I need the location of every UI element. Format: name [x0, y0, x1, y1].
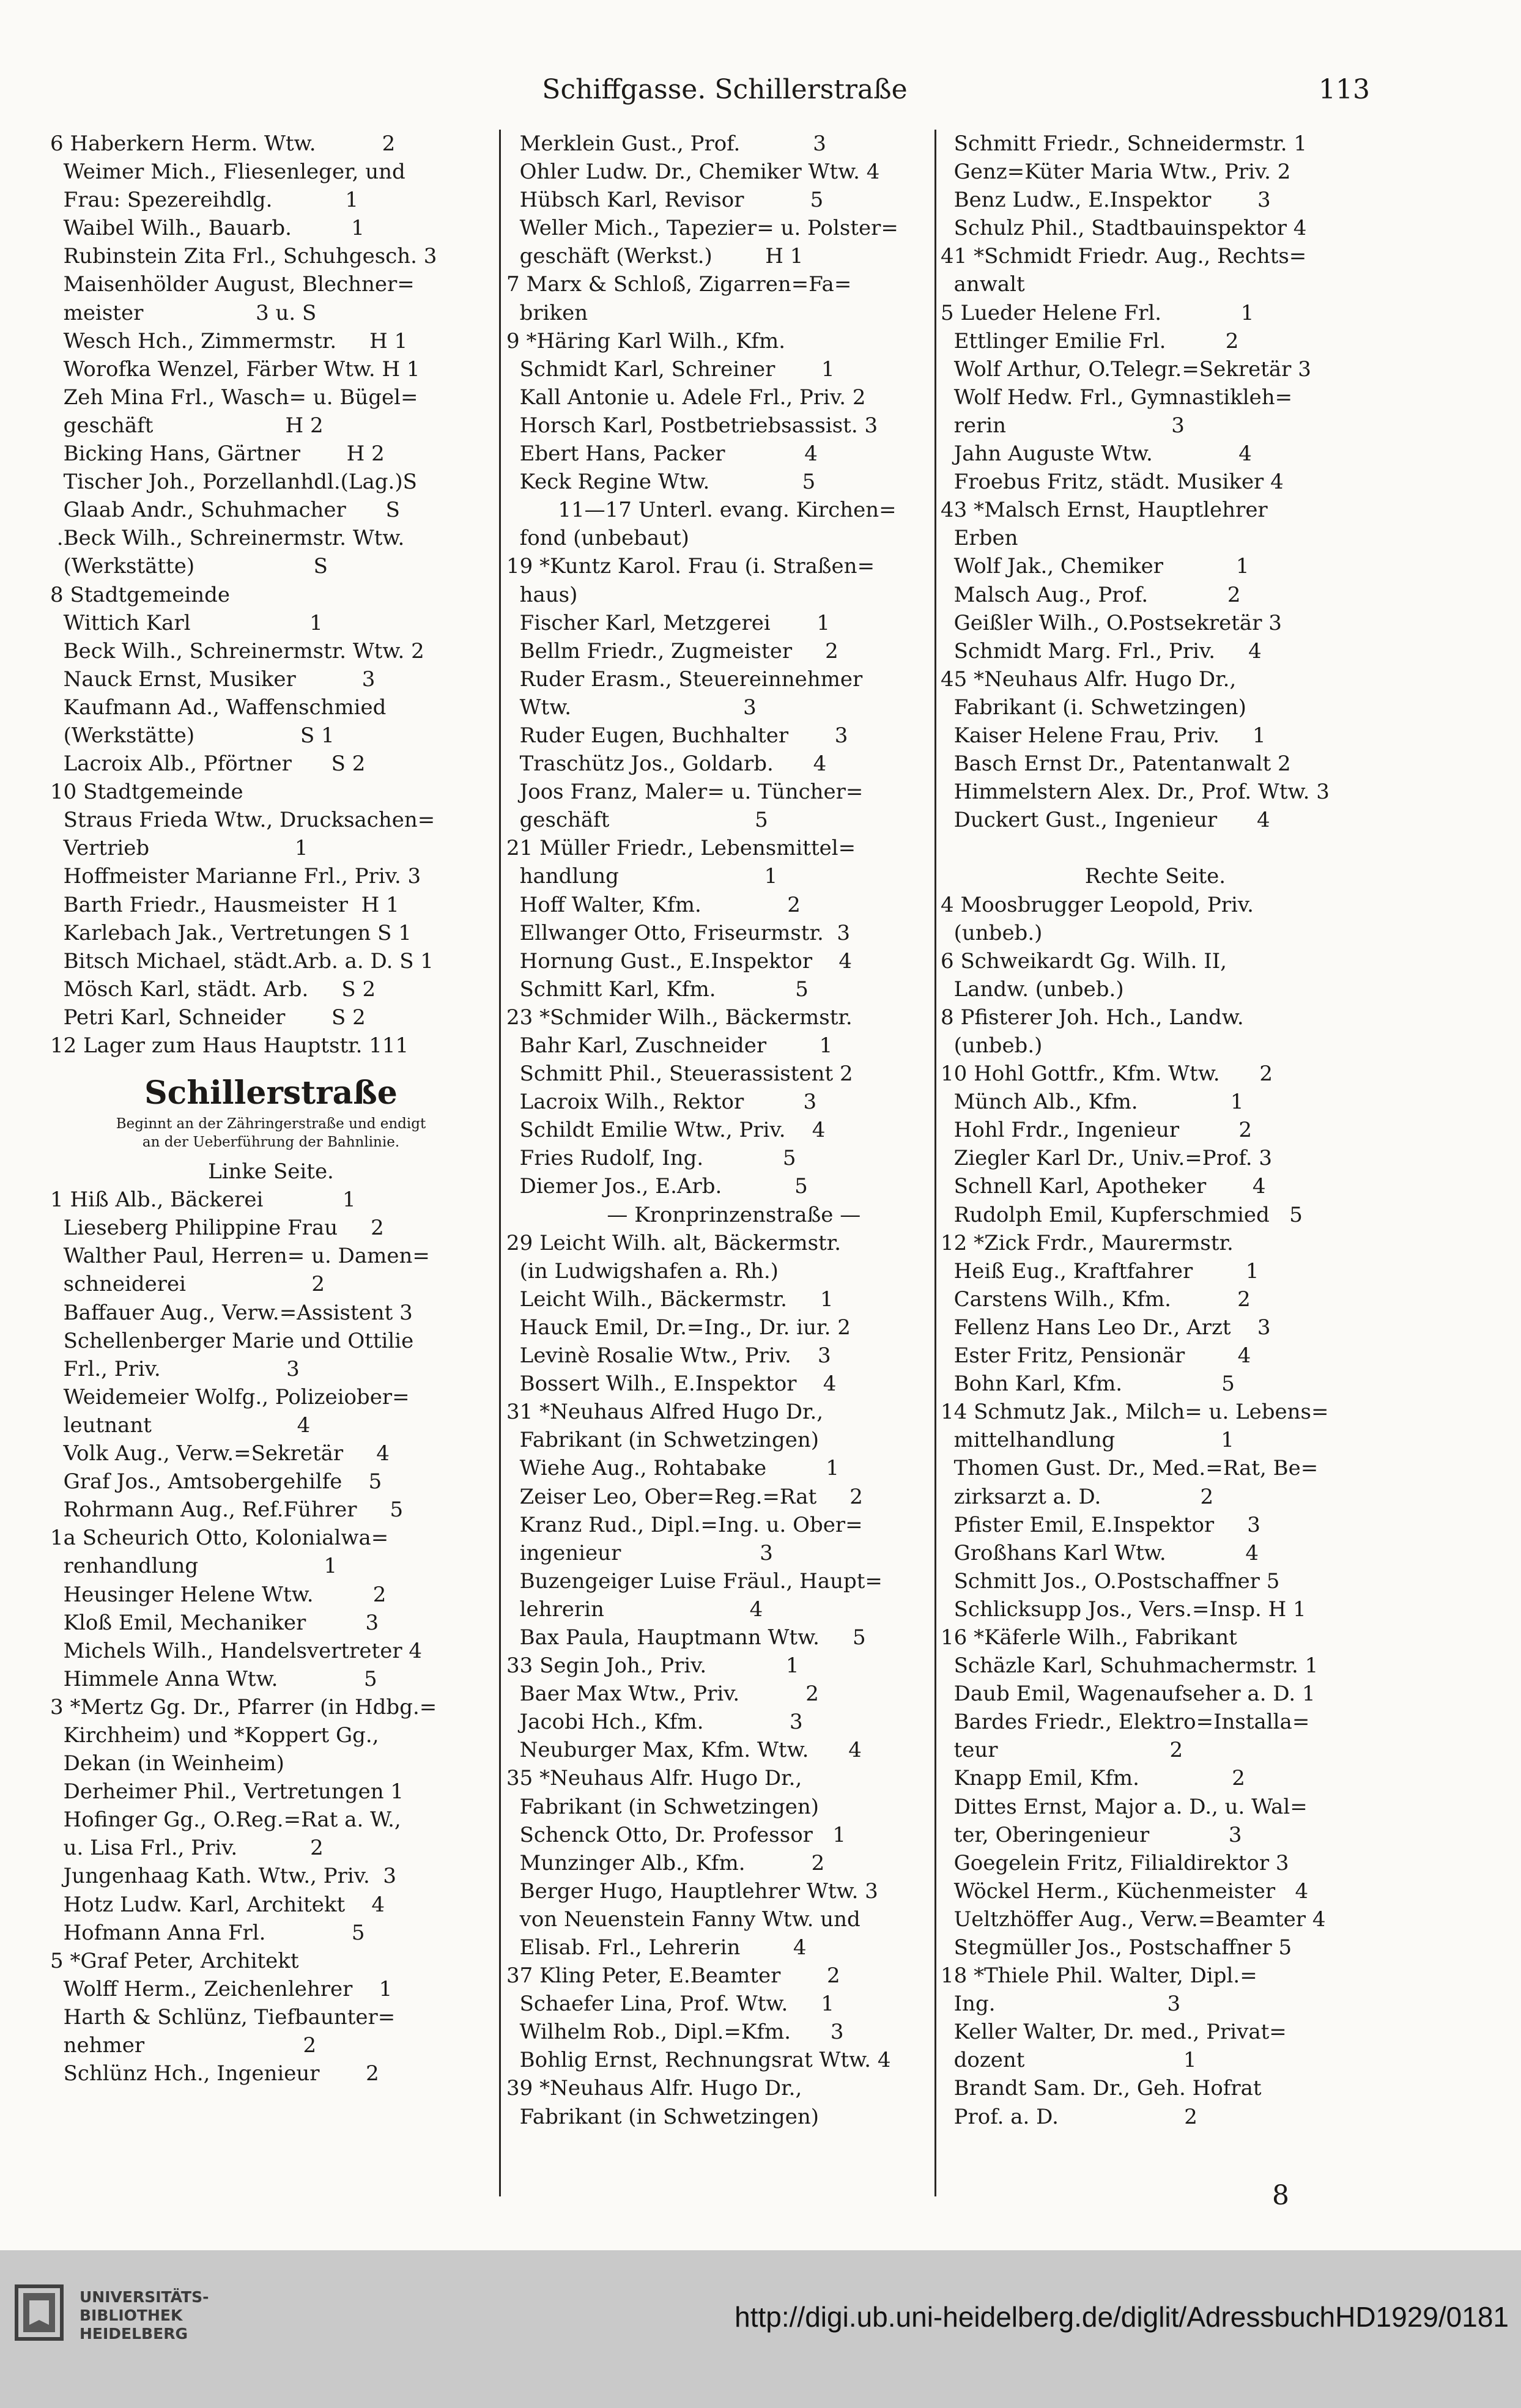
column-right: [941, 130, 1370, 2131]
directory-entry-line: Rudolph Emil, Kupferschmied 5: [941, 1202, 1303, 1227]
directory-entry-line: 10 Hohl Gottfr., Kfm. Wtw. 2: [941, 1062, 1273, 1087]
directory-entry-line: 9 *Häring Karl Wilh., Kfm.: [506, 328, 786, 353]
directory-entry-line: — Kronprinzenstraße —: [593, 1202, 861, 1227]
directory-entry-line: Horsch Karl, Postbetriebsassist. 3: [506, 413, 878, 438]
directory-entry-line: Großhans Karl Wtw. 4: [941, 1540, 1259, 1565]
directory-entry-line: Frl., Priv. 3: [50, 1356, 300, 1381]
directory-entry-line: Kloß Emil, Mechaniker 3: [50, 1610, 379, 1635]
directory-entry-line: geschäft (Werkst.) H 1: [506, 244, 804, 269]
directory-entry-line: Benz Ludw., E.Inspektor 3: [941, 188, 1271, 213]
directory-entry-line: Rubinstein Zita Frl., Schuhgesch. 3: [50, 244, 437, 269]
directory-entry-line: 4 Moosbrugger Leopold, Priv.: [941, 892, 1254, 917]
directory-entry-line: 35 *Neuhaus Alfr. Hugo Dr.,: [506, 1766, 802, 1791]
directory-entry-line: (in Ludwigshafen a. Rh.): [506, 1258, 779, 1283]
directory-entry-line: ter, Oberingenieur 3: [941, 1822, 1242, 1847]
directory-entry-line: Schenck Otto, Dr. Professor 1: [506, 1822, 846, 1847]
directory-entry-line: Schmidt Marg. Frl., Priv. 4: [941, 638, 1262, 663]
library-name-line: HEIDELBERG: [80, 2325, 188, 2343]
directory-entry-line: (Werkstätte) S 1: [50, 723, 335, 748]
directory-entry-line: Kranz Rud., Dipl.=Ing. u. Ober=: [506, 1512, 863, 1537]
directory-entry-line: 29 Leicht Wilh. alt, Bäckermstr.: [506, 1230, 842, 1255]
directory-entry-line: 16 *Käferle Wilh., Fabrikant: [941, 1625, 1237, 1650]
directory-entry-line: Hotz Ludw. Karl, Architekt 4: [50, 1892, 385, 1917]
directory-entry-line: schneiderei 2: [50, 1272, 325, 1297]
directory-entry-line: teur 2: [941, 1738, 1183, 1763]
directory-entry-line: Fellenz Hans Leo Dr., Arzt 3: [941, 1315, 1271, 1340]
directory-entry-line: Zeiser Leo, Ober=Reg.=Rat 2: [506, 1484, 863, 1509]
directory-entry-line: Petri Karl, Schneider S 2: [50, 1005, 366, 1030]
directory-entry-line: Buzengeiger Luise Fräul., Haupt=: [506, 1568, 883, 1594]
directory-entry-line: Ellwanger Otto, Friseurmstr. 3: [506, 920, 851, 945]
directory-entry-line: Ueltzhöffer Aug., Verw.=Beamter 4: [941, 1907, 1326, 1932]
column-middle: [506, 130, 948, 2131]
directory-entry-line: Malsch Aug., Prof. 2: [941, 582, 1241, 607]
directory-entry-line: Wöckel Herm., Küchenmeister 4: [941, 1878, 1309, 1904]
directory-entry-line: Diemer Jos., E.Arb. 5: [506, 1174, 808, 1199]
directory-entry-line: leutnant 4: [50, 1413, 311, 1438]
directory-entry-line: Bardes Friedr., Elektro=Installa=: [941, 1710, 1310, 1735]
directory-entry-line: Jahn Auguste Wtw. 4: [941, 441, 1252, 467]
library-name-line: UNIVERSITÄTS-: [80, 2288, 209, 2306]
directory-entry-line: Graf Jos., Amtsobergehilfe 5: [50, 1469, 382, 1494]
column-left: [50, 130, 492, 2088]
directory-entry-line: Vertrieb 1: [50, 836, 308, 861]
directory-entry-line: 11—17 Unterl. evang. Kirchen=: [558, 498, 897, 523]
directory-entry-line: Frau: Spezereihdlg. 1: [50, 188, 358, 213]
directory-entry-line: Straus Frieda Wtw., Drucksachen=: [50, 808, 435, 833]
directory-entry-line: Schnell Karl, Apotheker 4: [941, 1174, 1266, 1199]
directory-entry-line: Heiß Eug., Kraftfahrer 1: [941, 1258, 1259, 1283]
directory-entry-line: Landw. (unbeb.): [941, 977, 1124, 1002]
directory-entry-line: Froebus Fritz, städt. Musiker 4: [941, 470, 1284, 495]
directory-entry-line: Fabrikant (i. Schwetzingen): [941, 695, 1246, 720]
directory-entry-line: Schmitt Jos., O.Postschaffner 5: [941, 1568, 1280, 1594]
directory-entry-line: 14 Schmutz Jak., Milch= u. Lebens=: [941, 1400, 1329, 1425]
directory-entry-line: Wilhelm Rob., Dipl.=Kfm. 3: [506, 2020, 844, 2045]
directory-entry-line: Basch Ernst Dr., Patentanwalt 2: [941, 752, 1291, 777]
directory-entry-line: Volk Aug., Verw.=Sekretär 4: [50, 1441, 390, 1466]
directory-entry-line: Schmitt Karl, Kfm. 5: [506, 977, 809, 1002]
directory-entry-line: Duckert Gust., Ingenieur 4: [941, 808, 1270, 833]
directory-entry-line: Michels Wilh., Handelsvertreter 4: [50, 1638, 423, 1663]
directory-entry-line: Wesch Hch., Zimmermstr. H 1: [50, 328, 408, 353]
page-number: 113: [1319, 74, 1370, 105]
directory-entry-line: .Beck Wilh., Schreinermstr. Wtw.: [50, 526, 405, 551]
directory-entry-line: anwalt: [941, 272, 1025, 297]
directory-entry-line: Wolf Hedw. Frl., Gymnastikleh=: [941, 385, 1293, 410]
directory-entry-line: Pfister Emil, E.Inspektor 3: [941, 1512, 1260, 1537]
directory-entry-line: Schäzle Karl, Schuhmachermstr. 1: [941, 1653, 1319, 1679]
directory-entry-line: Hornung Gust., E.Inspektor 4: [506, 948, 852, 973]
directory-entry-line: Ebert Hans, Packer 4: [506, 441, 818, 467]
directory-entry-line: Schmitt Phil., Steuerassistent 2: [506, 1062, 853, 1087]
directory-entry-line: 18 *Thiele Phil. Walter, Dipl.=: [941, 1963, 1257, 1989]
directory-entry-line: Bax Paula, Hauptmann Wtw. 5: [506, 1625, 866, 1650]
directory-entry-line: Baffauer Aug., Verw.=Assistent 3: [50, 1300, 413, 1325]
directory-entry-line: Wtw. 3: [506, 695, 757, 720]
directory-entry-line: Bohn Karl, Kfm. 5: [941, 1372, 1235, 1397]
directory-entry-line: Kirchheim) und *Koppert Gg.,: [50, 1723, 379, 1748]
directory-entry-line: zirksarzt a. D. 2: [941, 1484, 1214, 1509]
library-name-line: BIBLIOTHEK: [80, 2306, 183, 2324]
directory-entry-line: Rechte Seite.: [1084, 864, 1226, 889]
directory-entry-line: 41 *Schmidt Friedr. Aug., Rechts=: [941, 244, 1307, 269]
directory-entry-line: Himmele Anna Wtw. 5: [50, 1666, 377, 1691]
directory-entry-line: (unbeb.): [941, 920, 1043, 945]
directory-entry-line: Jacobi Hch., Kfm. 3: [506, 1710, 803, 1735]
street-description: an der Ueberführung der Bahnlinie.: [142, 1134, 400, 1151]
directory-entry-line: Daub Emil, Wagenaufseher a. D. 1: [941, 1682, 1316, 1707]
directory-entry-line: 8 Pfisterer Joh. Hch., Landw.: [941, 1005, 1244, 1030]
directory-entry-line: Munzinger Alb., Kfm. 2: [506, 1850, 825, 1875]
directory-entry-line: Thomen Gust. Dr., Med.=Rat, Be=: [941, 1456, 1319, 1481]
column-divider: [499, 130, 501, 2196]
directory-entry-line: Glaab Andr., Schuhmacher S: [50, 498, 400, 523]
directory-entry-line: Wolf Arthur, O.Telegr.=Sekretär 3: [941, 356, 1311, 382]
directory-entry-line: geschäft H 2: [50, 413, 324, 438]
directory-entry-line: Fabrikant (in Schwetzingen): [506, 1428, 819, 1453]
directory-entry-line: Hoffmeister Marianne Frl., Priv. 3: [50, 864, 421, 889]
directory-entry-line: Joos Franz, Maler= u. Tüncher=: [506, 780, 864, 805]
directory-entry-line: Worofka Wenzel, Färber Wtw. H 1: [50, 356, 420, 382]
directory-entry-line: Bicking Hans, Gärtner H 2: [50, 441, 385, 467]
directory-entry-line: Kall Antonie u. Adele Frl., Priv. 2: [506, 385, 866, 410]
directory-entry-line: Keller Walter, Dr. med., Privat=: [941, 2020, 1287, 2045]
directory-entry-line: Hübsch Karl, Revisor 5: [506, 188, 824, 213]
directory-entry-line: Ester Fritz, Pensionär 4: [941, 1343, 1251, 1368]
directory-entry-line: 45 *Neuhaus Alfr. Hugo Dr.,: [941, 667, 1237, 692]
directory-entry-line: handlung 1: [506, 864, 778, 889]
directory-entry-line: Traschütz Jos., Goldarb. 4: [506, 752, 827, 777]
directory-entry-line: mittelhandlung 1: [941, 1428, 1234, 1453]
running-header: Schiffgasse. Schillerstraße: [542, 74, 908, 105]
directory-entry-line: 23 *Schmider Wilh., Bäckermstr.: [506, 1005, 853, 1030]
directory-entry-line: Leicht Wilh., Bäckermstr. 1: [506, 1287, 834, 1312]
street-description: Beginnt an der Zähringerstraße und endigt: [116, 1116, 426, 1132]
directory-entry-line: Weidemeier Wolfg., Polizeiober=: [50, 1384, 410, 1409]
directory-entry-line: Hoff Walter, Kfm. 2: [506, 892, 801, 917]
directory-entry-line: lehrerin 4: [506, 1597, 763, 1622]
directory-entry-line: 5 Lueder Helene Frl. 1: [941, 300, 1254, 325]
directory-entry-line: geschäft 5: [506, 808, 768, 833]
directory-entry-line: Bahr Karl, Zuschneider 1: [506, 1033, 833, 1058]
directory-entry-line: Dittes Ernst, Major a. D., u. Wal=: [941, 1794, 1308, 1819]
directory-entry-line: Bossert Wilh., E.Inspektor 4: [506, 1372, 837, 1397]
library-footer: [0, 2250, 1521, 2408]
directory-entry-line: Ing. 3: [941, 1992, 1181, 2017]
directory-entry-line: Schildt Emilie Wtw., Priv. 4: [506, 1118, 826, 1143]
directory-entry-line: Hohl Frdr., Ingenieur 2: [941, 1118, 1253, 1143]
directory-entry-line: Münch Alb., Kfm. 1: [941, 1090, 1244, 1115]
directory-entry-line: Fabrikant (in Schwetzingen): [506, 1794, 819, 1819]
directory-entry-line: [941, 834, 1370, 862]
directory-entry-line: ingenieur 3: [506, 1540, 773, 1565]
directory-entry-line: Neuburger Max, Kfm. Wtw. 4: [506, 1738, 862, 1763]
directory-entry-line: u. Lisa Frl., Priv. 2: [50, 1836, 324, 1861]
directory-entry-line: Knapp Emil, Kfm. 2: [941, 1766, 1245, 1791]
directory-entry-line: von Neuenstein Fanny Wtw. und: [506, 1907, 860, 1932]
directory-entry-line: Rohrmann Aug., Ref.Führer 5: [50, 1498, 404, 1523]
directory-entry-line: Ruder Erasm., Steuereinnehmer: [506, 667, 863, 692]
directory-entry-line: Tischer Joh., Porzellanhdl.(Lag.)S: [50, 470, 417, 495]
directory-entry-line: Hofmann Anna Frl. 5: [50, 1920, 365, 1945]
directory-entry-line: Carstens Wilh., Kfm. 2: [941, 1287, 1251, 1312]
directory-entry-line: Wiehe Aug., Rohtabake 1: [506, 1456, 839, 1481]
directory-entry-line: Berger Hugo, Hauptlehrer Wtw. 3: [506, 1878, 878, 1904]
directory-entry-line: 33 Segin Joh., Priv. 1: [506, 1653, 799, 1679]
directory-entry-line: Jungenhaag Kath. Wtw., Priv. 3: [50, 1864, 397, 1889]
university-library-logo-icon: [11, 2278, 67, 2347]
directory-entry-line: Schulz Phil., Stadtbauinspektor 4: [941, 216, 1307, 241]
directory-entry-line: Lieseberg Philippine Frau 2: [50, 1216, 384, 1241]
directory-entry-line: Fischer Karl, Metzgerei 1: [506, 610, 830, 635]
directory-entry-line: Prof. a. D. 2: [941, 2104, 1197, 2129]
library-name: [80, 2288, 209, 2343]
directory-entry-line: Schlünz Hch., Ingenieur 2: [50, 2061, 379, 2086]
directory-entry-line: Waibel Wilh., Bauarb. 1: [50, 216, 365, 241]
directory-entry-line: Schellenberger Marie und Ottilie: [50, 1328, 414, 1353]
directory-entry-line: Walther Paul, Herren= u. Damen=: [50, 1244, 430, 1269]
directory-entry-line: Schmitt Friedr., Schneidermstr. 1: [941, 131, 1308, 156]
directory-entry-line: 43 *Malsch Ernst, Hauptlehrer: [941, 498, 1268, 523]
directory-entry-line: nehmer 2: [50, 2033, 317, 2058]
directory-entry-line: 31 *Neuhaus Alfred Hugo Dr.,: [506, 1400, 824, 1425]
directory-entry-line: Wolff Herm., Zeichenlehrer 1: [50, 1976, 393, 2001]
directory-entry-line: Geißler Wilh., O.Postsekretär 3: [941, 610, 1282, 635]
signature-mark: 8: [1272, 2180, 1289, 2211]
side-heading: Linke Seite.: [208, 1159, 334, 1184]
directory-entry-line: Heusinger Helene Wtw. 2: [50, 1582, 387, 1607]
column-divider: [934, 130, 936, 2196]
directory-entry-line: Wolf Jak., Chemiker 1: [941, 554, 1249, 579]
directory-entry-line: Stegmüller Jos., Postschaffner 5: [941, 1935, 1292, 1960]
directory-entry-line: (Werkstätte) S: [50, 554, 328, 579]
directory-entry-line: Lacroix Alb., Pförtner S 2: [50, 752, 366, 777]
directory-entry-line: Bohlig Ernst, Rechnungsrat Wtw. 4: [506, 2048, 891, 2073]
directory-entry-line: Fabrikant (in Schwetzingen): [506, 2104, 819, 2129]
directory-entry-line: Wittich Karl 1: [50, 610, 323, 635]
directory-entry-line: Derheimer Phil., Vertretungen 1: [50, 1779, 404, 1804]
street-heading: Schillerstraße: [144, 1074, 398, 1112]
directory-entry-line: 6 Schweikardt Gg. Wilh. II,: [941, 948, 1227, 973]
directory-entry-line: Barth Friedr., Hausmeister H 1: [50, 892, 399, 917]
directory-entry-line: Mösch Karl, städt. Arb. S 2: [50, 977, 376, 1002]
directory-entry-line: Brandt Sam. Dr., Geh. Hofrat: [941, 2076, 1262, 2101]
directory-entry-line: 8 Stadtgemeinde: [50, 582, 230, 607]
directory-entry-line: Hofinger Gg., O.Reg.=Rat a. W.,: [50, 1808, 401, 1833]
directory-entry-line: Bellm Friedr., Zugmeister 2: [506, 638, 838, 663]
directory-entry-line: Goegelein Fritz, Filialdirektor 3: [941, 1850, 1289, 1875]
directory-entry-line: Levinè Rosalie Wtw., Priv. 3: [506, 1343, 831, 1368]
directory-entry-line: Ettlinger Emilie Frl. 2: [941, 328, 1239, 353]
directory-entry-line: 39 *Neuhaus Alfr. Hugo Dr.,: [506, 2076, 802, 2101]
directory-entry-line: Maisenhölder August, Blechner=: [50, 272, 415, 297]
directory-entry-line: 19 *Kuntz Karol. Frau (i. Straßen=: [506, 554, 875, 579]
directory-entry-line: Elisab. Frl., Lehrerin 4: [506, 1935, 807, 1960]
directory-entry-line: Karlebach Jak., Vertretungen S 1: [50, 920, 412, 945]
directory-entry-line: renhandlung 1: [50, 1554, 338, 1579]
directory-entry-line: 3 *Mertz Gg. Dr., Pfarrer (in Hdbg.=: [50, 1694, 437, 1719]
source-url-link[interactable]: http://digi.ub.uni-heidelberg.de/diglit/AdressbuchHD1929/0181: [735, 2301, 1509, 2333]
directory-entry-line: Schaefer Lina, Prof. Wtw. 1: [506, 1992, 834, 2017]
directory-entry-line: 12 *Zick Frdr., Maurermstr.: [941, 1230, 1234, 1255]
directory-entry-line: Kaiser Helene Frau, Priv. 1: [941, 723, 1266, 748]
directory-entry-line: Weimer Mich., Fliesenleger, und: [50, 160, 405, 185]
directory-entry-line: 1a Scheurich Otto, Kolonialwa=: [50, 1526, 389, 1551]
directory-entry-line: Ohler Ludw. Dr., Chemiker Wtw. 4: [506, 160, 880, 185]
directory-entry-line: Nauck Ernst, Musiker 3: [50, 667, 376, 692]
directory-entry-line: 7 Marx & Schloß, Zigarren=Fa=: [506, 272, 852, 297]
directory-entry-line: Genz=Küter Maria Wtw., Priv. 2: [941, 160, 1291, 185]
directory-entry-line: dozent 1: [941, 2048, 1197, 2073]
directory-entry-line: 21 Müller Friedr., Lebensmittel=: [506, 836, 856, 861]
directory-entry-line: Ziegler Karl Dr., Univ.=Prof. 3: [941, 1146, 1272, 1171]
directory-entry-line: Keck Regine Wtw. 5: [506, 470, 816, 495]
directory-entry-line: Ruder Eugen, Buchhalter 3: [506, 723, 848, 748]
directory-entry-line: 5 *Graf Peter, Architekt: [50, 1948, 299, 1973]
directory-entry-line: Dekan (in Weinheim): [50, 1751, 284, 1776]
directory-entry-line: Bitsch Michael, städt.Arb. a. D. S 1: [50, 948, 434, 973]
directory-entry-line: meister 3 u. S: [50, 300, 317, 325]
directory-entry-line: 1 Hiß Alb., Bäckerei 1: [50, 1187, 356, 1213]
directory-entry-line: Schmidt Karl, Schreiner 1: [506, 356, 835, 382]
directory-entry-line: 12 Lager zum Haus Hauptstr. 111: [50, 1033, 409, 1058]
directory-entry-line: fond (unbebaut): [506, 526, 689, 551]
directory-entry-line: Weller Mich., Tapezier= u. Polster=: [506, 216, 898, 241]
directory-entry-line: 10 Stadtgemeinde: [50, 780, 243, 805]
directory-entry-line: Lacroix Wilh., Rektor 3: [506, 1090, 817, 1115]
directory-entry-line: Harth & Schlünz, Tiefbaunter=: [50, 2004, 396, 2029]
directory-entry-line: 37 Kling Peter, E.Beamter 2: [506, 1963, 840, 1989]
directory-entry-line: briken: [506, 300, 588, 325]
directory-entry-line: (unbeb.): [941, 1033, 1043, 1058]
directory-entry-line: 6 Haberkern Herm. Wtw. 2: [50, 131, 396, 156]
directory-entry-line: rerin 3: [941, 413, 1185, 438]
directory-entry-line: Merklein Gust., Prof. 3: [506, 131, 826, 156]
directory-entry-line: Kaufmann Ad., Waffenschmied: [50, 695, 387, 720]
directory-entry-line: Zeh Mina Frl., Wasch= u. Bügel=: [50, 385, 418, 410]
directory-entry-line: Baer Max Wtw., Priv. 2: [506, 1682, 819, 1707]
directory-entry-line: Schlicksupp Jos., Vers.=Insp. H 1: [941, 1597, 1306, 1622]
directory-entry-line: Beck Wilh., Schreinermstr. Wtw. 2: [50, 638, 424, 663]
directory-entry-line: Himmelstern Alex. Dr., Prof. Wtw. 3: [941, 780, 1330, 805]
directory-entry-line: Erben: [941, 526, 1018, 551]
directory-entry-line: haus): [506, 582, 578, 607]
directory-entry-line: Fries Rudolf, Ing. 5: [506, 1146, 796, 1171]
directory-entry-line: Hauck Emil, Dr.=Ing., Dr. iur. 2: [506, 1315, 851, 1340]
